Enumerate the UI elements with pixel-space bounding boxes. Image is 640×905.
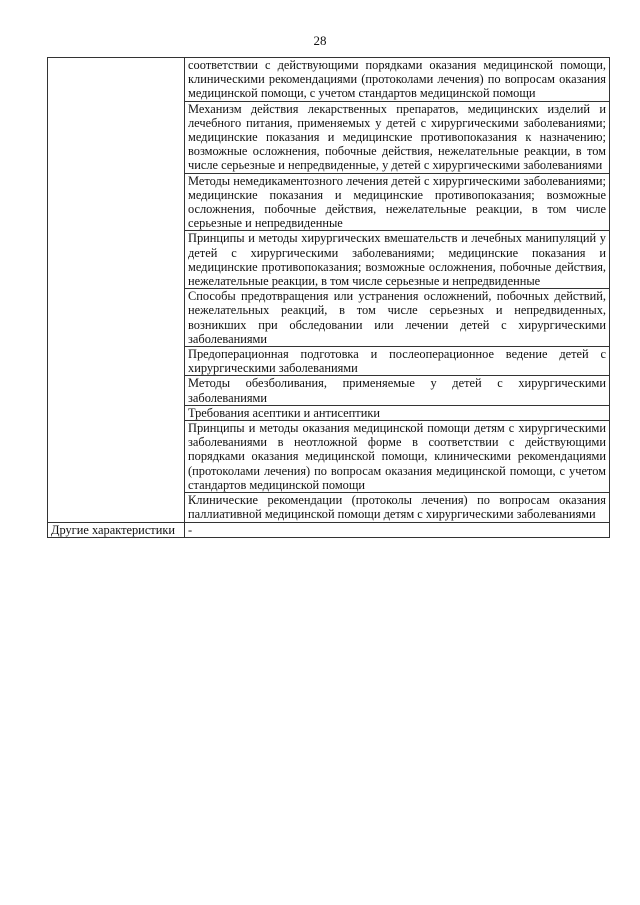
table-cell: Механизм действия лекарственных препаратов, медицинских изделий и лечебного питания, применяемых у детей с хирургическими заболеваниями; медицинские показания и медицинские противопоказания к назначению; возможные осложнения, побочные действия, нежелательные реакции, в том числе серьезные и непредвиденные, у детей с хирургическими заболеваниями [185,101,610,173]
label-cell-empty [48,58,185,523]
table-cell: Методы немедикаментозного лечения детей с хирургическими заболеваниями; медицинские показания и медицинские противопоказания; возможные осложнения, побочные действия, нежелательные реакции, в том числе серьезные и непредвиденные [185,173,610,231]
table-cell: Способы предотвращения или устранения осложнений, побочных действий, нежелательных реакций, в том числе серьезных и непредвиденных, возникших при обследовании или лечении детей с хирургическими заболеваниями [185,289,610,347]
table-cell: Предоперационная подготовка и послеоперационное ведение детей с хирургическими заболеваниями [185,347,610,376]
page-number: 28 [313,33,327,48]
table-cell: Клинические рекомендации (протоколы лечения) по вопросам оказания паллиативной медицинской помощи детям с хирургическими заболеваниями [185,493,610,522]
table-row [48,58,610,102]
other-characteristics-label: Другие характеристики [48,522,185,537]
other-characteristics-value: - [185,522,610,537]
table-cell: Требования асептики и антисептики [185,405,610,420]
table-cell: Методы обезболивания, применяемые у детей с хирургическими заболеваниями [185,376,610,405]
table-cell: соответствии с действующими порядками оказания медицинской помощи, клиническими рекомендациями (протоколами лечения) по вопросам оказания медицинской помощи, с учетом стандартов медицинской помощи [185,58,610,102]
table-cell: Принципы и методы хирургических вмешательств и лечебных манипуляций у детей с хирургическими заболеваниями; медицинские показания и медицинские противопоказания; возможные осложнения, побочные действия, нежелательные реакции, в том числе серьезные и непредвиденные [185,231,610,289]
table-row-other [48,522,610,537]
knowledge-table [47,57,610,538]
table-cell: Принципы и методы оказания медицинской помощи детям с хирургическими заболеваниями в неотложной форме в соответствии с действующими порядками оказания медицинской помощи, клиническими рекомендациями (протоколами лечения) по вопросам оказания медицинской помощи, с учетом стандартов медицинской помощи [185,421,610,493]
